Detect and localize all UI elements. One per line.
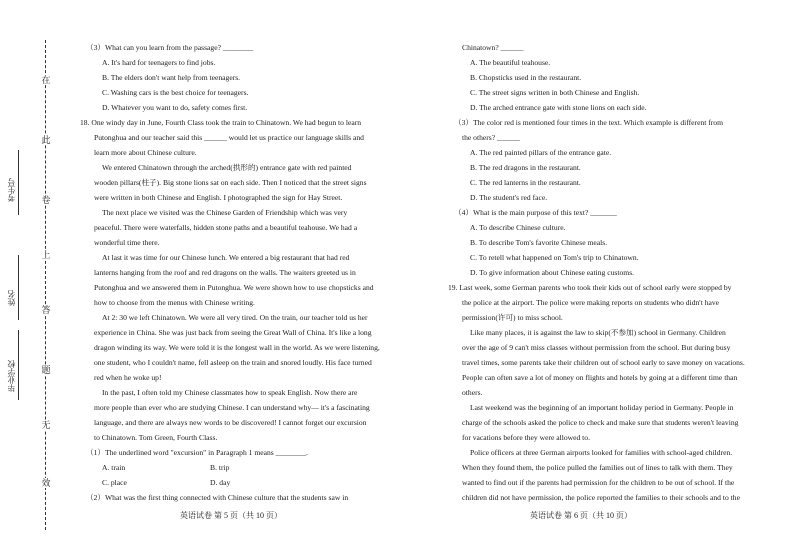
right-line: A. The red painted pillars of the entrance gate.: [470, 148, 612, 157]
left-line: B. The elders don't want help from teenagers.: [102, 73, 241, 82]
label-exam-number: 考生号: [7, 178, 16, 202]
right-line: C. The street signs written in both Chinese and English.: [470, 88, 640, 97]
right-line: for vacations before they were allowed to.: [462, 433, 590, 442]
left-line: wooden pillars(柱子). Big stone lions sat on each side. Then I noticed that the street signs: [94, 178, 367, 187]
left-line: （3）What can you learn from the passage? ________: [86, 43, 254, 52]
left-line: one student, who I couldn't name, fell asleep on the train and snored loudly. His face turned: [94, 358, 372, 367]
right-line: C. The red lanterns in the restaurant.: [470, 178, 581, 187]
right-line: Like many places, it is against the law to skip(不参加) school in Germany. Children: [470, 328, 726, 337]
left-line: experience in China. She was just back from seeing the Great Wall of China. It's like a long: [94, 328, 372, 337]
right-line: D. The student's red face.: [470, 193, 548, 202]
left-line: At last it was time for our Chinese lunch. We entered a big restaurant that had red: [102, 253, 350, 262]
cut-line: [45, 40, 46, 530]
left-line: Putonghua and our teacher said this ______ would let us practice our language skills and: [94, 133, 364, 142]
right-line: A. To describe Chinese culture.: [470, 223, 566, 232]
right-line: When they found them, the police pulled the families out of lines to talk with them. They: [462, 463, 733, 472]
left-line: C. Washing cars is the best choice for teenagers.: [102, 88, 249, 97]
answer-option: B. trip: [210, 463, 230, 472]
right-line: B. To describe Tom's favorite Chinese meals.: [470, 238, 608, 247]
margin-char: 效: [41, 478, 51, 488]
left-line: dragon winding its way. We were told it is the longest wall in the world. As we were listening,: [94, 343, 380, 352]
label-school: 毕业学校: [7, 360, 16, 392]
left-line: Putonghua and we answered them in Putonghua. We were shown how to use chopsticks and: [94, 283, 374, 292]
right-line: over the age of 9 can't miss classes without permission from the school. But during busy: [462, 343, 731, 352]
right-line: others.: [462, 388, 483, 397]
school-field[interactable]: [18, 330, 19, 400]
left-line: D. Whatever you want to do, safety comes first.: [102, 103, 248, 112]
right-line: C. To retell what happened on Tom's trip to Chinatown.: [470, 253, 639, 262]
page-5-footer: 英语试卷 第 5 页（共 10 页）: [180, 511, 282, 520]
right-line: B. Chopsticks used in the restaurant.: [470, 73, 582, 82]
right-line: children did not have permission, the police reported the families to their schools and to the: [462, 493, 740, 502]
right-line: Last weekend was the beginning of an important holiday period in Germany. People in: [470, 403, 734, 412]
right-line: wanted to find out if the parents had permission for the children to be out of school. If the: [462, 478, 735, 487]
right-line: the others? ______: [462, 133, 520, 142]
left-line: how to choose from the menus with Chinese writing.: [94, 298, 255, 307]
left-line: to Chinatown. Tom Green, Fourth Class.: [94, 433, 218, 442]
left-line: learn more about Chinese culture.: [94, 148, 197, 157]
left-line: We entered Chinatown through the arched(拱形的) entrance gate with red painted: [102, 163, 352, 172]
option-row: [80, 475, 380, 490]
right-line: 19. Last week, some German parents who took their kids out of school early were stopped by: [448, 283, 732, 292]
right-line: People can often save a lot of money on flights and hotels by going at a different time than: [462, 373, 738, 382]
answer-option: D. day: [210, 478, 231, 487]
left-line: At 2: 30 we left Chinatown. We were all very tired. On the train, our teacher told us her: [102, 313, 368, 322]
left-line: lanterns hanging from the roof and red dragons on the walls. The waiters greeted us in: [94, 268, 356, 277]
right-line: D. To give information about Chinese eating customs.: [470, 268, 635, 277]
option-row: [80, 460, 380, 475]
name-field[interactable]: [18, 255, 19, 320]
label-name: 姓名: [7, 290, 16, 306]
page-5-column: [80, 40, 380, 505]
right-line: B. The red dragons in the restaurant.: [470, 163, 581, 172]
margin-char: 此: [41, 135, 51, 145]
right-line: A. The beautiful teahouse.: [470, 58, 551, 67]
left-line: were written in both Chinese and English. I photographed the sign for Hay Street.: [94, 193, 343, 202]
page-6-column: [448, 40, 768, 505]
left-line: （1）The underlined word "excursion" in Paragraph 1 means ________.: [86, 448, 308, 457]
left-line: 18. One windy day in June, Fourth Class took the train to Chinatown. We had begun to learn: [80, 118, 362, 127]
left-line: wonderful time there.: [94, 238, 160, 247]
left-line: A. It's hard for teenagers to find jobs.: [102, 58, 216, 67]
left-line: peaceful. There were waterfalls, hidden stone paths and a beautiful teahouse. We had a: [94, 223, 358, 232]
margin-char: 题: [41, 365, 51, 375]
left-line: （2）What was the first thing connected with Chinese culture that the students saw in: [86, 493, 349, 502]
left-line: red when he woke up!: [94, 373, 162, 382]
margin-char: 卷: [41, 195, 51, 205]
right-line: Police officers at three German airports looked for families with school-aged children.: [470, 448, 733, 457]
left-line: In the past, I often told my Chinese classmates how to speak English. Now there are: [102, 388, 358, 397]
answer-option: A. train: [102, 463, 126, 472]
margin-char: 上: [41, 250, 51, 260]
exam-number-field[interactable]: [18, 150, 19, 215]
right-line: travel times, some parents take their children out of school early to save money on vacations.: [462, 358, 745, 367]
binding-margin: [0, 0, 86, 560]
right-line: permission(许可) to miss school.: [462, 313, 563, 322]
page-6-footer: 英语试卷 第 6 页（共 10 页）: [530, 511, 632, 520]
right-line: D. The arched entrance gate with stone lions on each side.: [470, 103, 647, 112]
margin-char: 无: [41, 420, 51, 430]
right-line: the police at the airport. The police were making reports on students who didn't have: [462, 298, 720, 307]
right-line: charge of the schools asked the police to check and make sure that students weren't leaving: [462, 418, 739, 427]
right-line: （4）What is the main purpose of this text? _______: [454, 208, 617, 217]
right-line: Chinatown? ______: [462, 43, 524, 52]
left-line: language, and there are always new words to be discovered! I cannot forget our excursion: [94, 418, 367, 427]
right-line: （3）The color red is mentioned four times in the text. Which example is different from: [454, 118, 724, 127]
margin-char: 在: [41, 75, 51, 85]
margin-char: 答: [41, 305, 51, 315]
left-line: The next place we visited was the Chinese Garden of Friendship which was very: [102, 208, 348, 217]
answer-option: C. place: [102, 478, 127, 487]
left-line: more people than ever who are studying Chinese. I can understand why— it's a fascinating: [94, 403, 370, 412]
